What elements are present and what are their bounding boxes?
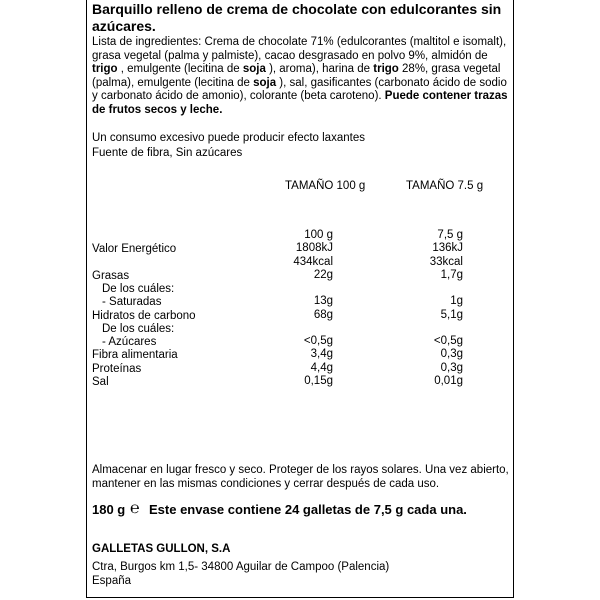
value-per-portion: 136kJ (432, 242, 463, 255)
nutrition-claims: Fuente de fibra, Sin azúcares (92, 147, 243, 159)
allergen-text: trigo (92, 63, 118, 76)
allergen-text: soja (253, 76, 277, 89)
product-title: Barquillo relleno de crema de chocolate con edulcorantes sin azúcares. (92, 1, 502, 34)
value-per-100g: 100 g (304, 229, 333, 241)
nutrient-label: - Azúcares (102, 336, 157, 348)
value-per-100g: <0,5g (303, 335, 333, 347)
nutrient-label: Proteínas (92, 362, 142, 375)
value-per-portion: 1,7g (440, 268, 463, 281)
nutrient-label: De los cuáles: (102, 283, 175, 295)
value-per-100g: 3,4g (310, 348, 333, 361)
ingredient-text: ), sal, gasificantes (carbonato ácido de sodio y carbonato ácido de amonio), colorante (beta caroteno). (92, 76, 507, 103)
company-name: GALLETAS GULLON, S.A (92, 543, 231, 555)
value-per-portion: 0,3g (440, 348, 463, 361)
column-header-7-5g: TAMAÑO 7.5 g (406, 180, 484, 192)
value-per-portion: 5,1g (440, 308, 463, 321)
value-per-100g: 13g (313, 295, 333, 308)
nutrient-label: Valor Energético (92, 243, 177, 256)
value-per-portion: 33kcal (429, 255, 463, 268)
nutrient-label: Grasas (92, 269, 130, 282)
value-per-portion: <0,5g (433, 335, 463, 347)
value-per-100g: 1808kJ (295, 242, 333, 255)
estimated-sign-icon: ℮ (130, 500, 140, 517)
value-per-portion: 0,3g (440, 361, 463, 374)
storage-instructions-line2: mantener en las mismas condiciones y cerrar después de cada uso. (92, 478, 440, 490)
ingredients-list (92, 36, 510, 118)
value-per-100g: 68g (313, 308, 333, 321)
value-per-100g: 4,4g (310, 361, 333, 374)
value-per-100g: 22g (313, 268, 333, 281)
ingredient-text: Lista de ingredientes: Crema de chocolate 71% (edulcorantes (maltitol e isomalt), grasa vegetal (palma y palmiste), cacao desgrasado en polvo 9%, almidón de (92, 36, 507, 62)
ingredient-text: 28%, grasa vegetal (palma), emulgente (lecitina de (92, 63, 501, 89)
allergen-text: soja (242, 63, 266, 76)
ingredient-text: , emulgente (lecitina de (117, 63, 243, 76)
value-per-100g: 0,15g (304, 374, 333, 387)
ingredient-text: ), aroma), harina de (265, 63, 374, 76)
column-header-100g: TAMAÑO 100 g (285, 180, 366, 192)
nutrient-label: Hidratos de carbono (92, 309, 196, 322)
company-address: Ctra, Burgos km 1,5- 34800 Aguilar de Campoo (Palencia) (92, 561, 390, 573)
value-per-100g: 434kcal (293, 255, 333, 268)
nutrient-label: Sal (92, 375, 109, 388)
nutrient-label: Fibra alimentaria (92, 349, 178, 362)
product-label (86, 0, 514, 598)
value-per-portion: 1g (450, 295, 463, 308)
allergen-text: trigo (373, 63, 399, 76)
net-weight: 180 g (92, 502, 126, 517)
company-country: España (92, 575, 132, 587)
allergen-text: Puede contener trazas de frutos secos y leche. (92, 90, 508, 116)
value-per-portion: 0,01g (434, 374, 463, 387)
value-per-portion: 7,5 g (437, 229, 463, 241)
nutrient-label: - Saturadas (102, 296, 162, 309)
laxative-warning: Un consumo excesivo puede producir efecto laxantes (92, 132, 365, 144)
nutrient-label: De los cuáles: (102, 322, 175, 335)
storage-instructions-line1: Almacenar en lugar fresco y seco. Proteger de los rayos solares. Una vez abierto, (92, 464, 509, 476)
package-contents-note: Este envase contiene 24 galletas de 7,5 g cada una. (149, 502, 467, 517)
